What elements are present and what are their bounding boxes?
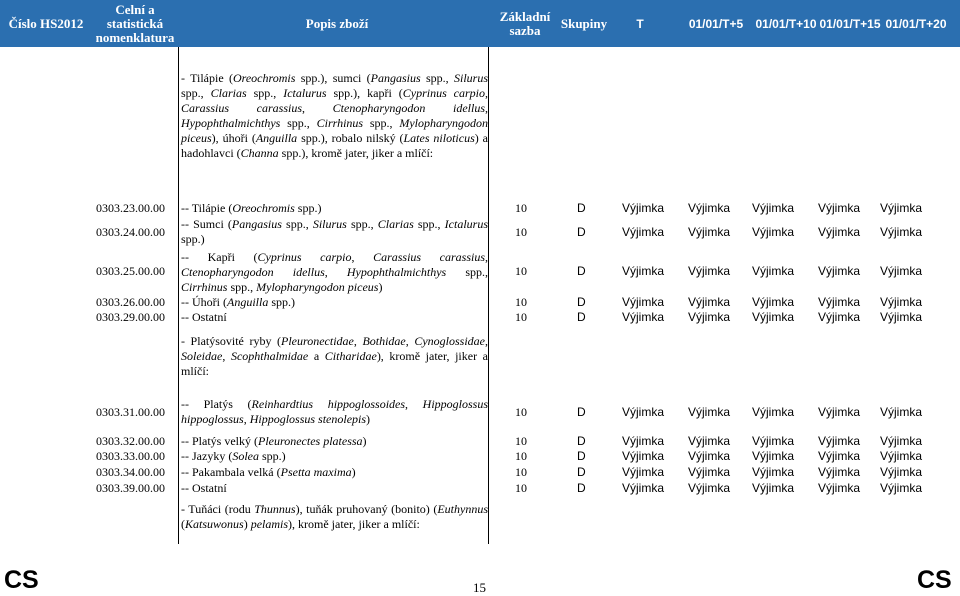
exception-cell: Výjimka <box>622 449 665 463</box>
exception-cell: Výjimka <box>622 434 665 448</box>
header-popis: Popis zboží <box>305 15 369 31</box>
exception-cell: Výjimka <box>880 264 923 278</box>
exception-cell: Výjimka <box>752 449 795 463</box>
exception-cell: Výjimka <box>688 264 731 278</box>
exception-cell: Výjimka <box>880 481 923 495</box>
row-code: 0303.33.00.00 <box>96 449 165 463</box>
exception-cell: Výjimka <box>752 310 795 324</box>
exception-cell: Výjimka <box>688 310 731 324</box>
row-code: 0303.34.00.00 <box>96 465 165 479</box>
exception-cell: Výjimka <box>818 201 861 215</box>
row-rate: 10 <box>515 264 527 278</box>
header-t15: 01/01/T+15 <box>819 16 881 31</box>
exception-cell: Výjimka <box>818 264 861 278</box>
row-group: D <box>577 434 586 448</box>
exception-cell: Výjimka <box>880 449 923 463</box>
row-code: 0303.23.00.00 <box>96 201 165 215</box>
exception-cell: Výjimka <box>622 295 665 309</box>
exception-cell: Výjimka <box>818 481 861 495</box>
exception-cell: Výjimka <box>622 405 665 419</box>
row-group: D <box>577 405 586 419</box>
row-code: 0303.31.00.00 <box>96 405 165 419</box>
row-description: -- Ostatní <box>181 481 227 495</box>
exception-cell: Výjimka <box>752 481 795 495</box>
row-description: -- Jazyky (Solea spp.) <box>181 449 286 463</box>
section-heading: - Tuňáci (rodu Thunnus), tuňák pruhovaný (bonito) (Euthynnus (Katsuwonus) pelamis), kromě jater, jiker a mlíčí: <box>181 502 488 531</box>
exception-cell: Výjimka <box>752 201 795 215</box>
row-rate: 10 <box>515 310 527 324</box>
row-rate: 10 <box>515 481 527 495</box>
exception-cell: Výjimka <box>880 201 923 215</box>
row-group: D <box>577 225 586 239</box>
header-nomenklatura: Celní a statistická nomenklatura <box>95 1 175 45</box>
page-number: 15 <box>473 580 486 595</box>
row-group: D <box>577 310 586 324</box>
exception-cell: Výjimka <box>752 295 795 309</box>
exception-cell: Výjimka <box>688 295 731 309</box>
exception-cell: Výjimka <box>688 405 731 419</box>
row-rate: 10 <box>515 434 527 448</box>
row-rate: 10 <box>515 225 527 239</box>
header-t: T <box>636 16 644 31</box>
row-code: 0303.32.00.00 <box>96 434 165 448</box>
exception-cell: Výjimka <box>688 465 731 479</box>
row-rate: 10 <box>515 295 527 309</box>
header-cislo: Číslo HS2012 <box>8 15 84 31</box>
exception-cell: Výjimka <box>818 225 861 239</box>
exception-cell: Výjimka <box>752 434 795 448</box>
row-group: D <box>577 449 586 463</box>
exception-cell: Výjimka <box>622 201 665 215</box>
row-description: -- Ostatní <box>181 310 227 324</box>
row-group: D <box>577 465 586 479</box>
row-code: 0303.29.00.00 <box>96 310 165 324</box>
header-t20: 01/01/T+20 <box>885 16 947 31</box>
exception-cell: Výjimka <box>688 481 731 495</box>
row-group: D <box>577 201 586 215</box>
row-rate: 10 <box>515 465 527 479</box>
exception-cell: Výjimka <box>818 310 861 324</box>
row-rate: 10 <box>515 405 527 419</box>
exception-cell: Výjimka <box>880 434 923 448</box>
header-t10: 01/01/T+10 <box>755 16 817 31</box>
row-code: 0303.26.00.00 <box>96 295 165 309</box>
exception-cell: Výjimka <box>622 465 665 479</box>
exception-cell: Výjimka <box>688 434 731 448</box>
exception-cell: Výjimka <box>688 449 731 463</box>
row-rate: 10 <box>515 449 527 463</box>
exception-cell: Výjimka <box>752 264 795 278</box>
exception-cell: Výjimka <box>880 295 923 309</box>
row-description: -- Platýs (Reinhardtius hippoglossoides, Hippoglossus hippoglossus, Hippoglossus stenolepis) <box>181 397 488 426</box>
footer-language-right: CS <box>917 566 952 594</box>
row-code: 0303.39.00.00 <box>96 481 165 495</box>
exception-cell: Výjimka <box>880 465 923 479</box>
row-description: -- Tilápie (Oreochromis spp.) <box>181 201 322 215</box>
column-divider <box>488 47 489 544</box>
row-description: -- Úhoři (Anguilla spp.) <box>181 295 295 309</box>
row-rate: 10 <box>515 201 527 215</box>
exception-cell: Výjimka <box>688 225 731 239</box>
exception-cell: Výjimka <box>622 264 665 278</box>
exception-cell: Výjimka <box>622 225 665 239</box>
exception-cell: Výjimka <box>752 225 795 239</box>
row-group: D <box>577 295 586 309</box>
row-description: -- Kapři (Cyprinus carpio, Carassius carassius, Ctenopharyngodon idellus, Hypophthalmichthys spp., Cirrhinus spp., Mylopharyngodon piceus) <box>181 250 489 294</box>
exception-cell: Výjimka <box>818 295 861 309</box>
exception-cell: Výjimka <box>880 310 923 324</box>
header-t5: 01/01/T+5 <box>688 16 744 31</box>
column-divider <box>178 47 179 544</box>
row-description: -- Platýs velký (Pleuronectes platessa) <box>181 434 367 448</box>
row-description: -- Sumci (Pangasius spp., Silurus spp., Clarias spp., Ictalurus spp.) <box>181 217 488 246</box>
row-description: -- Pakambala velká (Psetta maxima) <box>181 465 356 479</box>
row-group: D <box>577 264 586 278</box>
exception-cell: Výjimka <box>818 465 861 479</box>
header-skupiny: Skupiny <box>560 15 608 31</box>
exception-cell: Výjimka <box>752 405 795 419</box>
table-header <box>0 0 960 47</box>
exception-cell: Výjimka <box>818 449 861 463</box>
row-group: D <box>577 481 586 495</box>
row-code: 0303.25.00.00 <box>96 264 165 278</box>
exception-cell: Výjimka <box>622 310 665 324</box>
section-heading: - Platýsovité ryby (Pleuronectidae, Bothidae, Cynoglossidae, Soleidae, Scophthalmidae a Citharidae), kromě jater, jiker a mlíčí: <box>181 334 489 378</box>
exception-cell: Výjimka <box>880 405 923 419</box>
exception-cell: Výjimka <box>622 481 665 495</box>
section-heading: - Tilápie (Oreochromis spp.), sumci (Pangasius spp., Silurus spp., Clarias spp., Ictalurus spp.), kapři (Cyprinus carpio, Carassius carassius, Ctenopharyngodon idellus, Hypophthalmichthys spp., Cirrhinus spp., Mylopharyngodon piceus), úhoři (Anguilla spp.), robalo nilský (Lates niloticus) a hadohlavci (Channa spp.), kromě jater, jiker a mlíčí: <box>181 71 489 160</box>
exception-cell: Výjimka <box>752 465 795 479</box>
header-zakladni-sazba: Základní sazba <box>499 8 551 38</box>
exception-cell: Výjimka <box>818 405 861 419</box>
row-code: 0303.24.00.00 <box>96 225 165 239</box>
exception-cell: Výjimka <box>818 434 861 448</box>
exception-cell: Výjimka <box>880 225 923 239</box>
footer-language-left: CS <box>4 566 39 594</box>
exception-cell: Výjimka <box>688 201 731 215</box>
